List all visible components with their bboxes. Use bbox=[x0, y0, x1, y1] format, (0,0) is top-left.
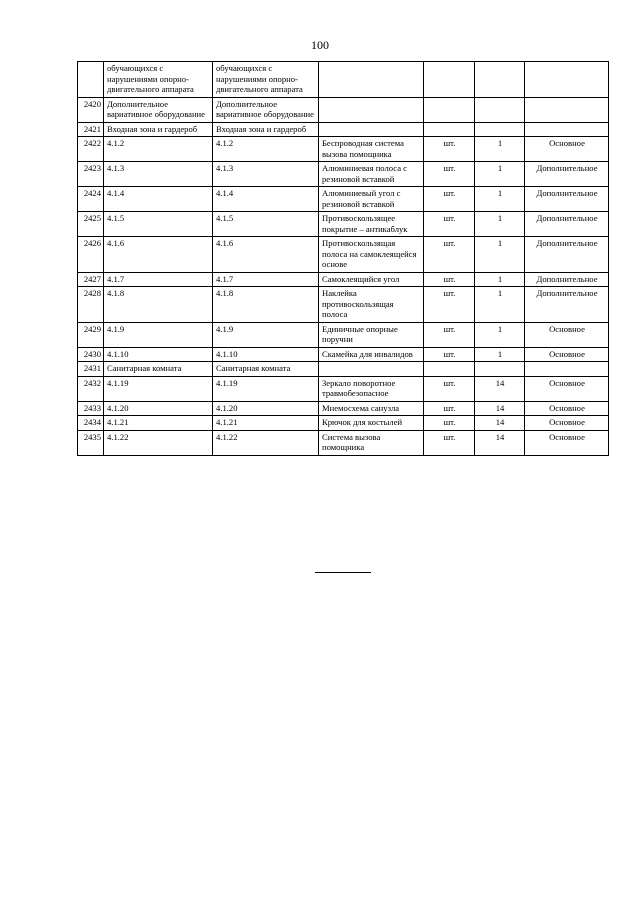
unit-cell: шт. bbox=[424, 237, 475, 273]
item-name-cell: Крючок для костылей bbox=[319, 416, 424, 431]
code-cell-1: 4.1.6 bbox=[104, 237, 213, 273]
row-number-cell: 2433 bbox=[78, 401, 104, 416]
table-row bbox=[78, 187, 609, 212]
code-cell-2: Дополнительное вариативное оборудование bbox=[213, 97, 319, 122]
item-name-cell: Система вызова помощника bbox=[319, 430, 424, 455]
unit-cell: шт. bbox=[424, 187, 475, 212]
table-row bbox=[78, 347, 609, 362]
quantity-cell: 14 bbox=[475, 416, 525, 431]
equipment-type-cell bbox=[525, 362, 609, 377]
equipment-type-cell: Дополнительное bbox=[525, 272, 609, 287]
quantity-cell bbox=[475, 362, 525, 377]
unit-cell: шт. bbox=[424, 137, 475, 162]
quantity-cell: 1 bbox=[475, 137, 525, 162]
quantity-cell: 1 bbox=[475, 287, 525, 323]
equipment-type-cell: Дополнительное bbox=[525, 187, 609, 212]
unit-cell bbox=[424, 62, 475, 98]
table-row bbox=[78, 322, 609, 347]
row-number-cell: 2435 bbox=[78, 430, 104, 455]
row-number-cell: 2424 bbox=[78, 187, 104, 212]
equipment-type-cell: Основное bbox=[525, 137, 609, 162]
equipment-type-cell: Дополнительное bbox=[525, 212, 609, 237]
equipment-type-cell: Дополнительное bbox=[525, 237, 609, 273]
code-cell-1: 4.1.22 bbox=[104, 430, 213, 455]
row-number-cell: 2420 bbox=[78, 97, 104, 122]
code-cell-1: 4.1.21 bbox=[104, 416, 213, 431]
item-name-cell: Мнемосхема санузла bbox=[319, 401, 424, 416]
quantity-cell: 1 bbox=[475, 212, 525, 237]
table-row bbox=[78, 362, 609, 377]
quantity-cell: 1 bbox=[475, 272, 525, 287]
closing-rule bbox=[315, 572, 371, 573]
code-cell-2: Санитарная комната bbox=[213, 362, 319, 377]
row-number-cell: 2431 bbox=[78, 362, 104, 377]
unit-cell: шт. bbox=[424, 162, 475, 187]
quantity-cell: 14 bbox=[475, 376, 525, 401]
row-number-cell: 2422 bbox=[78, 137, 104, 162]
unit-cell bbox=[424, 362, 475, 377]
equipment-type-cell: Основное bbox=[525, 430, 609, 455]
row-number-cell: 2427 bbox=[78, 272, 104, 287]
table-row bbox=[78, 122, 609, 137]
table-row bbox=[78, 62, 609, 98]
equipment-type-cell bbox=[525, 62, 609, 98]
item-name-cell: Наклейка противоскользящая полоса bbox=[319, 287, 424, 323]
table-row bbox=[78, 430, 609, 455]
unit-cell bbox=[424, 97, 475, 122]
code-cell-1: обучающихся с нарушениями опорно-двигательного аппарата bbox=[104, 62, 213, 98]
equipment-type-cell: Основное bbox=[525, 416, 609, 431]
table-row bbox=[78, 376, 609, 401]
code-cell-2: Входная зона и гардероб bbox=[213, 122, 319, 137]
code-cell-1: 4.1.20 bbox=[104, 401, 213, 416]
table-row bbox=[78, 212, 609, 237]
equipment-type-cell: Основное bbox=[525, 322, 609, 347]
item-name-cell: Скамейка для инвалидов bbox=[319, 347, 424, 362]
code-cell-1: 4.1.8 bbox=[104, 287, 213, 323]
unit-cell: шт. bbox=[424, 287, 475, 323]
code-cell-1: Дополнительное вариативное оборудование bbox=[104, 97, 213, 122]
code-cell-1: 4.1.9 bbox=[104, 322, 213, 347]
row-number-cell: 2426 bbox=[78, 237, 104, 273]
table-row bbox=[78, 237, 609, 273]
code-cell-1: 4.1.19 bbox=[104, 376, 213, 401]
row-number-cell: 2423 bbox=[78, 162, 104, 187]
table-row bbox=[78, 137, 609, 162]
unit-cell: шт. bbox=[424, 401, 475, 416]
item-name-cell: Противоскользящая полоса на самоклеящейся основе bbox=[319, 237, 424, 273]
equipment-type-cell bbox=[525, 97, 609, 122]
equipment-table bbox=[77, 61, 609, 456]
row-number-cell: 2434 bbox=[78, 416, 104, 431]
quantity-cell bbox=[475, 97, 525, 122]
code-cell-1: 4.1.2 bbox=[104, 137, 213, 162]
row-number-cell: 2432 bbox=[78, 376, 104, 401]
code-cell-2: 4.1.8 bbox=[213, 287, 319, 323]
code-cell-1: 4.1.10 bbox=[104, 347, 213, 362]
unit-cell: шт. bbox=[424, 212, 475, 237]
quantity-cell: 1 bbox=[475, 237, 525, 273]
code-cell-1: 4.1.3 bbox=[104, 162, 213, 187]
row-number-cell: 2430 bbox=[78, 347, 104, 362]
quantity-cell: 1 bbox=[475, 322, 525, 347]
item-name-cell: Зеркало поворотное травмобезопасное bbox=[319, 376, 424, 401]
code-cell-2: 4.1.19 bbox=[213, 376, 319, 401]
code-cell-1: 4.1.5 bbox=[104, 212, 213, 237]
item-name-cell bbox=[319, 122, 424, 137]
item-name-cell: Алюминиевый угол с резиновой вставкой bbox=[319, 187, 424, 212]
unit-cell: шт. bbox=[424, 430, 475, 455]
row-number-cell bbox=[78, 62, 104, 98]
equipment-type-cell: Дополнительное bbox=[525, 287, 609, 323]
item-name-cell bbox=[319, 97, 424, 122]
quantity-cell: 14 bbox=[475, 430, 525, 455]
quantity-cell: 1 bbox=[475, 162, 525, 187]
table-body bbox=[78, 62, 609, 456]
code-cell-2: обучающихся с нарушениями опорно-двигательного аппарата bbox=[213, 62, 319, 98]
quantity-cell bbox=[475, 62, 525, 98]
table-row bbox=[78, 97, 609, 122]
equipment-type-cell: Дополнительное bbox=[525, 162, 609, 187]
unit-cell: шт. bbox=[424, 272, 475, 287]
equipment-type-cell bbox=[525, 122, 609, 137]
row-number-cell: 2429 bbox=[78, 322, 104, 347]
equipment-type-cell: Основное bbox=[525, 401, 609, 416]
table-row bbox=[78, 416, 609, 431]
code-cell-2: 4.1.5 bbox=[213, 212, 319, 237]
code-cell-2: 4.1.9 bbox=[213, 322, 319, 347]
item-name-cell: Беспроводная система вызова помощника bbox=[319, 137, 424, 162]
page-number: 100 bbox=[311, 38, 329, 52]
unit-cell bbox=[424, 122, 475, 137]
table-row bbox=[78, 287, 609, 323]
item-name-cell: Противоскользящее покрытие – антикаблук bbox=[319, 212, 424, 237]
row-number-cell: 2425 bbox=[78, 212, 104, 237]
code-cell-2: 4.1.20 bbox=[213, 401, 319, 416]
unit-cell: шт. bbox=[424, 347, 475, 362]
code-cell-1: 4.1.7 bbox=[104, 272, 213, 287]
quantity-cell bbox=[475, 122, 525, 137]
code-cell-2: 4.1.2 bbox=[213, 137, 319, 162]
code-cell-2: 4.1.21 bbox=[213, 416, 319, 431]
item-name-cell bbox=[319, 362, 424, 377]
row-number-cell: 2428 bbox=[78, 287, 104, 323]
row-number-cell: 2421 bbox=[78, 122, 104, 137]
code-cell-2: 4.1.7 bbox=[213, 272, 319, 287]
item-name-cell: Алюминиевая полоса с резиновой вставкой bbox=[319, 162, 424, 187]
code-cell-2: 4.1.6 bbox=[213, 237, 319, 273]
code-cell-1: Входная зона и гардероб bbox=[104, 122, 213, 137]
code-cell-2: 4.1.3 bbox=[213, 162, 319, 187]
code-cell-2: 4.1.10 bbox=[213, 347, 319, 362]
code-cell-2: 4.1.4 bbox=[213, 187, 319, 212]
quantity-cell: 14 bbox=[475, 401, 525, 416]
item-name-cell bbox=[319, 62, 424, 98]
code-cell-1: 4.1.4 bbox=[104, 187, 213, 212]
equipment-type-cell: Основное bbox=[525, 347, 609, 362]
quantity-cell: 1 bbox=[475, 347, 525, 362]
quantity-cell: 1 bbox=[475, 187, 525, 212]
code-cell-1: Санитарная комната bbox=[104, 362, 213, 377]
table-row bbox=[78, 401, 609, 416]
table-row bbox=[78, 272, 609, 287]
unit-cell: шт. bbox=[424, 322, 475, 347]
unit-cell: шт. bbox=[424, 416, 475, 431]
table-row bbox=[78, 162, 609, 187]
equipment-type-cell: Основное bbox=[525, 376, 609, 401]
item-name-cell: Самоклеящийся угол bbox=[319, 272, 424, 287]
item-name-cell: Единичные опорные поручни bbox=[319, 322, 424, 347]
unit-cell: шт. bbox=[424, 376, 475, 401]
code-cell-2: 4.1.22 bbox=[213, 430, 319, 455]
